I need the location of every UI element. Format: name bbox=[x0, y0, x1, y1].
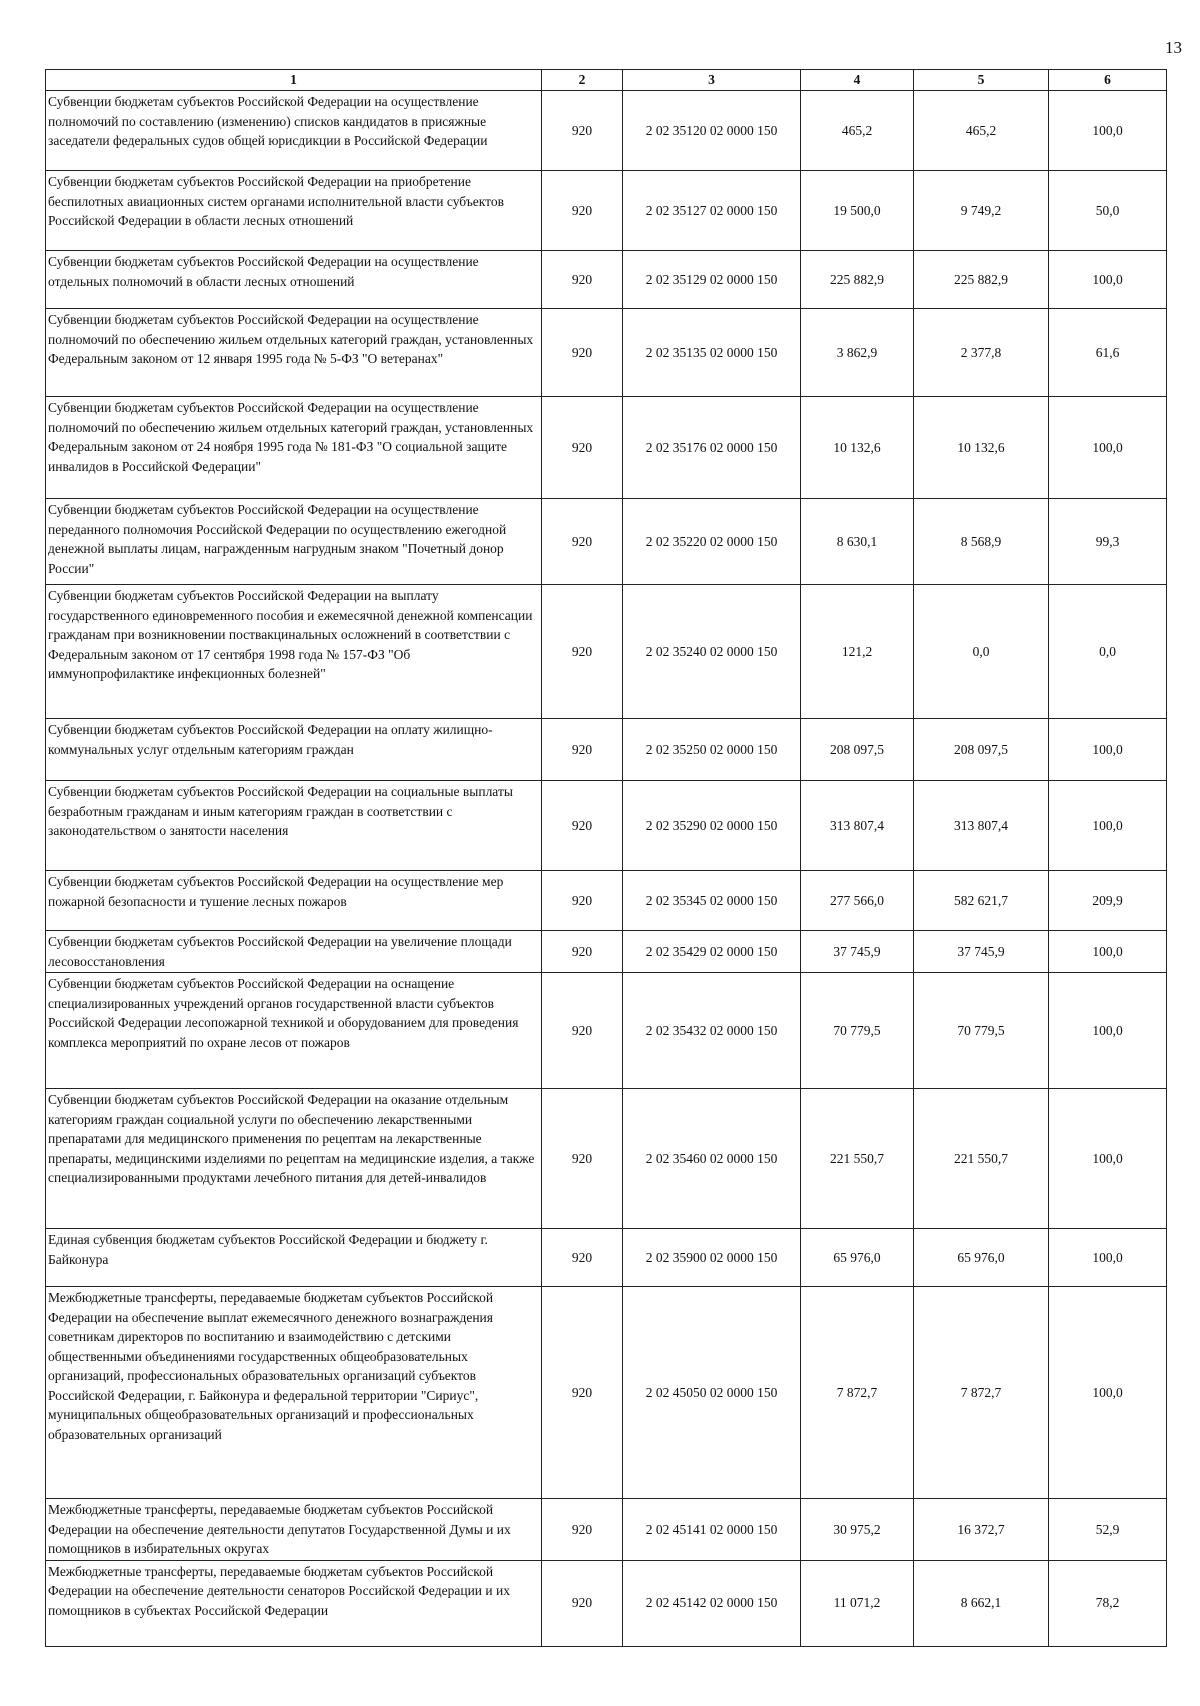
planned-amount: 70 779,5 bbox=[801, 973, 914, 1089]
planned-amount: 7 872,7 bbox=[801, 1287, 914, 1499]
admin-code: 920 bbox=[542, 781, 623, 871]
row-description: Субвенции бюджетам субъектов Российской Федерации на осуществление полномочий по обеспечению жильем отдельных категорий граждан, установленных Федеральным законом от 24 ноября 1995 года № 181-ФЗ "О социальной защите инвалидов в Российской Федерации" bbox=[46, 397, 542, 499]
budget-code: 2 02 35120 02 0000 150 bbox=[623, 91, 801, 171]
row-description: Субвенции бюджетам субъектов Российской Федерации на осуществление отдельных полномочий в области лесных отношений bbox=[46, 251, 542, 309]
execution-percent: 50,0 bbox=[1049, 171, 1167, 251]
budget-code: 2 02 35432 02 0000 150 bbox=[623, 973, 801, 1089]
budget-code: 2 02 35129 02 0000 150 bbox=[623, 251, 801, 309]
budget-code: 2 02 45050 02 0000 150 bbox=[623, 1287, 801, 1499]
planned-amount: 19 500,0 bbox=[801, 171, 914, 251]
table-row bbox=[46, 1287, 1167, 1499]
actual-amount: 65 976,0 bbox=[914, 1229, 1049, 1287]
page-number: 13 bbox=[1165, 38, 1182, 57]
admin-code: 920 bbox=[542, 499, 623, 585]
admin-code: 920 bbox=[542, 585, 623, 719]
budget-code: 2 02 35176 02 0000 150 bbox=[623, 397, 801, 499]
execution-percent: 99,3 bbox=[1049, 499, 1167, 585]
actual-amount: 9 749,2 bbox=[914, 171, 1049, 251]
execution-percent: 100,0 bbox=[1049, 91, 1167, 171]
budget-code: 2 02 35127 02 0000 150 bbox=[623, 171, 801, 251]
row-description: Субвенции бюджетам субъектов Российской Федерации на оплату жилищно-коммунальных услуг отдельным категориям граждан bbox=[46, 719, 542, 781]
admin-code: 920 bbox=[542, 1287, 623, 1499]
row-description: Субвенции бюджетам субъектов Российской Федерации на осуществление мер пожарной безопасности и тушение лесных пожаров bbox=[46, 871, 542, 931]
table-row bbox=[46, 931, 1167, 973]
row-description: Межбюджетные трансферты, передаваемые бюджетам субъектов Российской Федерации на обеспечение выплат ежемесячного денежного вознаграждения советникам директоров по воспитанию и взаимодействию с детскими общественными объединениями государственных общеобразовательных организаций, профессиональных образовательных организаций субъектов Российской Федерации, г. Байконура и федеральной территории "Сириус", муниципальных общеобразовательных организаций и профессиональных образовательных организаций bbox=[46, 1287, 542, 1499]
table-row bbox=[46, 1089, 1167, 1229]
table-row bbox=[46, 309, 1167, 397]
execution-percent: 100,0 bbox=[1049, 1089, 1167, 1229]
planned-amount: 3 862,9 bbox=[801, 309, 914, 397]
planned-amount: 30 975,2 bbox=[801, 1499, 914, 1561]
actual-amount: 10 132,6 bbox=[914, 397, 1049, 499]
actual-amount: 313 807,4 bbox=[914, 781, 1049, 871]
actual-amount: 8 662,1 bbox=[914, 1560, 1049, 1646]
actual-amount: 221 550,7 bbox=[914, 1089, 1049, 1229]
row-description: Субвенции бюджетам субъектов Российской Федерации на осуществление полномочий по составлению (изменению) списков кандидатов в присяжные заседатели федеральных судов общей юрисдикции в Российской Федерации bbox=[46, 91, 542, 171]
budget-code: 2 02 35240 02 0000 150 bbox=[623, 585, 801, 719]
budget-code: 2 02 35460 02 0000 150 bbox=[623, 1089, 801, 1229]
budget-code: 2 02 35250 02 0000 150 bbox=[623, 719, 801, 781]
row-description: Субвенции бюджетам субъектов Российской Федерации на осуществление переданного полномочия Российской Федерации по осуществлению ежегодной денежной выплаты лицам, награжденным нагрудным знаком "Почетный донор России" bbox=[46, 499, 542, 585]
column-header: 1 bbox=[46, 70, 542, 91]
table-row bbox=[46, 1229, 1167, 1287]
execution-percent: 100,0 bbox=[1049, 931, 1167, 973]
execution-percent: 61,6 bbox=[1049, 309, 1167, 397]
table-row bbox=[46, 1560, 1167, 1646]
row-description: Субвенции бюджетам субъектов Российской Федерации на оснащение специализированных учреждений органов государственной власти субъектов Российской Федерации лесопожарной техникой и оборудованием для проведения комплекса мероприятий по охране лесов от пожаров bbox=[46, 973, 542, 1089]
table-row bbox=[46, 871, 1167, 931]
admin-code: 920 bbox=[542, 931, 623, 973]
execution-percent: 0,0 bbox=[1049, 585, 1167, 719]
actual-amount: 0,0 bbox=[914, 585, 1049, 719]
planned-amount: 8 630,1 bbox=[801, 499, 914, 585]
column-header: 4 bbox=[801, 70, 914, 91]
execution-percent: 209,9 bbox=[1049, 871, 1167, 931]
execution-percent: 100,0 bbox=[1049, 397, 1167, 499]
actual-amount: 37 745,9 bbox=[914, 931, 1049, 973]
actual-amount: 208 097,5 bbox=[914, 719, 1049, 781]
column-header: 5 bbox=[914, 70, 1049, 91]
actual-amount: 8 568,9 bbox=[914, 499, 1049, 585]
header-row bbox=[46, 70, 1167, 91]
budget-code: 2 02 35900 02 0000 150 bbox=[623, 1229, 801, 1287]
table-row bbox=[46, 499, 1167, 585]
planned-amount: 65 976,0 bbox=[801, 1229, 914, 1287]
actual-amount: 70 779,5 bbox=[914, 973, 1049, 1089]
execution-percent: 100,0 bbox=[1049, 1287, 1167, 1499]
admin-code: 920 bbox=[542, 871, 623, 931]
row-description: Единая субвенция бюджетам субъектов Российской Федерации и бюджету г. Байконура bbox=[46, 1229, 542, 1287]
budget-code: 2 02 35429 02 0000 150 bbox=[623, 931, 801, 973]
admin-code: 920 bbox=[542, 251, 623, 309]
admin-code: 920 bbox=[542, 91, 623, 171]
admin-code: 920 bbox=[542, 171, 623, 251]
table-row bbox=[46, 397, 1167, 499]
execution-percent: 100,0 bbox=[1049, 973, 1167, 1089]
column-header: 3 bbox=[623, 70, 801, 91]
planned-amount: 313 807,4 bbox=[801, 781, 914, 871]
admin-code: 920 bbox=[542, 1560, 623, 1646]
row-description: Межбюджетные трансферты, передаваемые бюджетам субъектов Российской Федерации на обеспечение деятельности сенаторов Российской Федерации и их помощников в субъектах Российской Федерации bbox=[46, 1560, 542, 1646]
budget-code: 2 02 35345 02 0000 150 bbox=[623, 871, 801, 931]
planned-amount: 121,2 bbox=[801, 585, 914, 719]
execution-percent: 78,2 bbox=[1049, 1560, 1167, 1646]
table-row bbox=[46, 719, 1167, 781]
row-description: Субвенции бюджетам субъектов Российской Федерации на осуществление полномочий по обеспечению жильем отдельных категорий граждан, установленных Федеральным законом от 12 января 1995 года № 5-ФЗ "О ветеранах" bbox=[46, 309, 542, 397]
table-row bbox=[46, 781, 1167, 871]
execution-percent: 100,0 bbox=[1049, 1229, 1167, 1287]
row-description: Субвенции бюджетам субъектов Российской Федерации на увеличение площади лесовосстановления bbox=[46, 931, 542, 973]
execution-percent: 100,0 bbox=[1049, 719, 1167, 781]
budget-code: 2 02 45142 02 0000 150 bbox=[623, 1560, 801, 1646]
column-header: 2 bbox=[542, 70, 623, 91]
table-row bbox=[46, 171, 1167, 251]
planned-amount: 277 566,0 bbox=[801, 871, 914, 931]
actual-amount: 465,2 bbox=[914, 91, 1049, 171]
planned-amount: 10 132,6 bbox=[801, 397, 914, 499]
row-description: Межбюджетные трансферты, передаваемые бюджетам субъектов Российской Федерации на обеспечение деятельности депутатов Государственной Думы и их помощников в избирательных округах bbox=[46, 1499, 542, 1561]
admin-code: 920 bbox=[542, 1499, 623, 1561]
admin-code: 920 bbox=[542, 397, 623, 499]
table-row bbox=[46, 973, 1167, 1089]
admin-code: 920 bbox=[542, 719, 623, 781]
planned-amount: 221 550,7 bbox=[801, 1089, 914, 1229]
admin-code: 920 bbox=[542, 1089, 623, 1229]
admin-code: 920 bbox=[542, 309, 623, 397]
planned-amount: 465,2 bbox=[801, 91, 914, 171]
budget-table bbox=[45, 69, 1167, 1647]
budget-code: 2 02 45141 02 0000 150 bbox=[623, 1499, 801, 1561]
row-description: Субвенции бюджетам субъектов Российской Федерации на выплату государственного единовременного пособия и ежемесячной денежной компенсации гражданам при возникновении поствакцинальных осложнений в соответствии с Федеральным законом от 17 сентября 1998 года № 157-ФЗ "Об иммунопрофилактике инфекционных болезней" bbox=[46, 585, 542, 719]
table-row bbox=[46, 251, 1167, 309]
execution-percent: 100,0 bbox=[1049, 781, 1167, 871]
actual-amount: 582 621,7 bbox=[914, 871, 1049, 931]
table-row bbox=[46, 91, 1167, 171]
planned-amount: 225 882,9 bbox=[801, 251, 914, 309]
table-row bbox=[46, 585, 1167, 719]
planned-amount: 37 745,9 bbox=[801, 931, 914, 973]
actual-amount: 7 872,7 bbox=[914, 1287, 1049, 1499]
row-description: Субвенции бюджетам субъектов Российской Федерации на приобретение беспилотных авиационных систем органами исполнительной власти субъектов Российской Федерации в области лесных отношений bbox=[46, 171, 542, 251]
budget-code: 2 02 35220 02 0000 150 bbox=[623, 499, 801, 585]
admin-code: 920 bbox=[542, 973, 623, 1089]
admin-code: 920 bbox=[542, 1229, 623, 1287]
actual-amount: 2 377,8 bbox=[914, 309, 1049, 397]
budget-code: 2 02 35290 02 0000 150 bbox=[623, 781, 801, 871]
table-row bbox=[46, 1499, 1167, 1561]
execution-percent: 52,9 bbox=[1049, 1499, 1167, 1561]
row-description: Субвенции бюджетам субъектов Российской Федерации на оказание отдельным категориям граждан социальной услуги по обеспечению лекарственными препаратами для медицинского применения по рецептам на лекарственные препараты, медицинскими изделиями по рецептам на медицинские изделия, а также специализированными продуктами лечебного питания для детей-инвалидов bbox=[46, 1089, 542, 1229]
row-description: Субвенции бюджетам субъектов Российской Федерации на социальные выплаты безработным гражданам и иным категориям граждан в соответствии с законодательством о занятости населения bbox=[46, 781, 542, 871]
budget-code: 2 02 35135 02 0000 150 bbox=[623, 309, 801, 397]
actual-amount: 16 372,7 bbox=[914, 1499, 1049, 1561]
planned-amount: 208 097,5 bbox=[801, 719, 914, 781]
execution-percent: 100,0 bbox=[1049, 251, 1167, 309]
planned-amount: 11 071,2 bbox=[801, 1560, 914, 1646]
actual-amount: 225 882,9 bbox=[914, 251, 1049, 309]
column-header: 6 bbox=[1049, 70, 1167, 91]
